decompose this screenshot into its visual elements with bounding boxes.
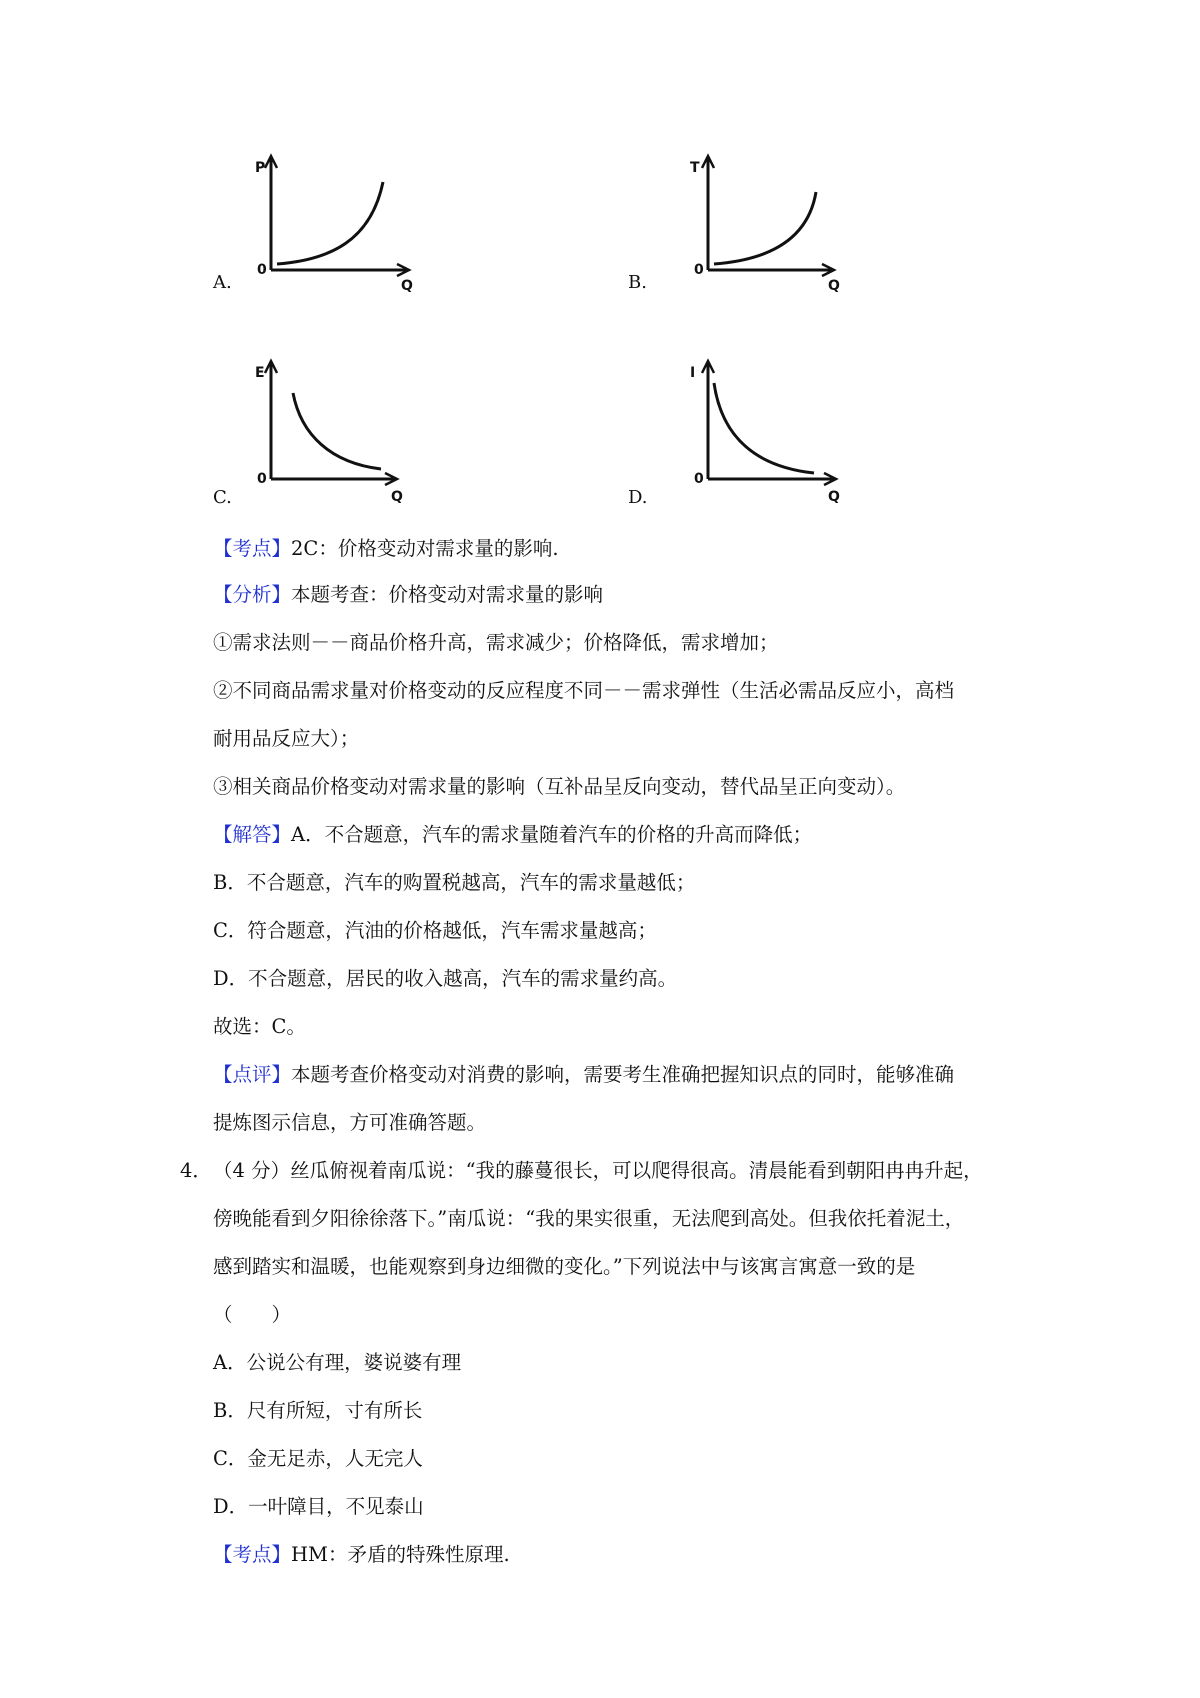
option-d-x-label: Q — [828, 489, 840, 505]
jieda-d: D．不合题意，居民的收入越高，汽车的需求量约高。 — [213, 967, 678, 990]
point-2b: 耐用品反应大）； — [213, 727, 360, 750]
fenxi-text: 本题考查：价格变动对需求量的影响 — [291, 583, 604, 606]
option-b-origin: 0 — [694, 262, 704, 278]
question-4-option-b: B．尺有所短，寸有所长 — [213, 1399, 423, 1422]
option-b-y-label: T — [690, 160, 700, 176]
question-4-option-c: C．金无足赤，人无完人 — [213, 1447, 423, 1470]
point-3: ③相关商品价格变动对需求量的影响（互补品呈反向变动，替代品呈正向变动）。 — [213, 775, 906, 798]
question-4-kaodian-line — [213, 1542, 510, 1568]
option-b-x-label: Q — [828, 278, 840, 294]
option-b-letter: B. — [628, 272, 647, 293]
option-c-graph-block — [213, 355, 433, 515]
option-c-y-label: E — [255, 365, 265, 381]
question-4-number: 4． — [180, 1159, 212, 1182]
option-b-graph-block — [628, 150, 848, 310]
option-b-graph — [678, 150, 858, 294]
jieda-b: B．不合题意，汽车的购置税越高，汽车的需求量越低； — [213, 871, 696, 894]
option-c-origin: 0 — [257, 471, 267, 487]
question-4-line-1: （4 分）丝瓜俯视着南瓜说：“我的藤蔓很长，可以爬得很高。清晨能看到朝阳冉冉升起， — [213, 1159, 983, 1182]
question-4-kaodian-text: HM：矛盾的特殊性原理. — [291, 1543, 510, 1566]
question-4-kaodian-tag: 【考点】 — [213, 1543, 292, 1566]
kaodian-tag: 【考点】 — [213, 537, 292, 560]
kaodian-text: 2C：价格变动对需求量的影响. — [291, 537, 559, 560]
option-a-graph-block — [213, 150, 433, 310]
option-d-origin: 0 — [694, 471, 704, 487]
option-a-x-label: Q — [401, 278, 413, 294]
option-c-x-label: Q — [391, 489, 403, 505]
answer-line: 故选：C。 — [213, 1015, 306, 1038]
question-4-option-a: A．公说公有理，婆说婆有理 — [213, 1351, 462, 1374]
dianping-b: 提炼图示信息，方可准确答题。 — [213, 1111, 487, 1134]
dianping-line — [213, 1062, 954, 1088]
point-1: ①需求法则－－商品价格升高，需求减少；价格降低，需求增加； — [213, 631, 779, 654]
question-4-option-d: D．一叶障目，不见泰山 — [213, 1495, 424, 1518]
jieda-line — [213, 822, 812, 848]
option-a-graph — [241, 150, 421, 294]
option-a-y-label: P — [255, 160, 266, 176]
dianping-tag: 【点评】 — [213, 1063, 292, 1086]
option-d-y-label: I — [690, 365, 696, 381]
option-d-graph — [678, 355, 858, 505]
point-2a: ②不同商品需求量对价格变动的反应程度不同－－需求弹性（生活必需品反应小，高档 — [213, 679, 955, 702]
option-a-origin: 0 — [257, 262, 267, 278]
option-a-letter: A. — [213, 272, 232, 293]
option-d-letter: D. — [628, 487, 648, 508]
option-d-graph-block — [628, 355, 848, 515]
jieda-c: C．符合题意，汽油的价格越低，汽车需求量越高； — [213, 919, 657, 942]
question-4-line-2: 傍晚能看到夕阳徐徐落下。”南瓜说：“我的果实很重，无法爬到高处。但我依托着泥土， — [213, 1207, 965, 1230]
jieda-tag: 【解答】 — [213, 823, 292, 846]
dianping-a: 本题考查价格变动对消费的影响，需要考生准确把握知识点的同时，能够准确 — [291, 1063, 955, 1086]
kaodian-line — [213, 536, 559, 562]
question-4-line-3: 感到踏实和温暖，也能观察到身边细微的变化。”下列说法中与该寓言寓意一致的是 — [213, 1255, 916, 1278]
question-4-blank: （ ） — [213, 1303, 292, 1326]
jieda-a: A．不合题意，汽车的需求量随着汽车的价格的升高而降低； — [291, 823, 813, 846]
fenxi-line — [213, 582, 603, 608]
fenxi-tag: 【分析】 — [213, 583, 292, 606]
option-c-letter: C. — [213, 487, 232, 508]
option-c-graph — [241, 355, 421, 505]
